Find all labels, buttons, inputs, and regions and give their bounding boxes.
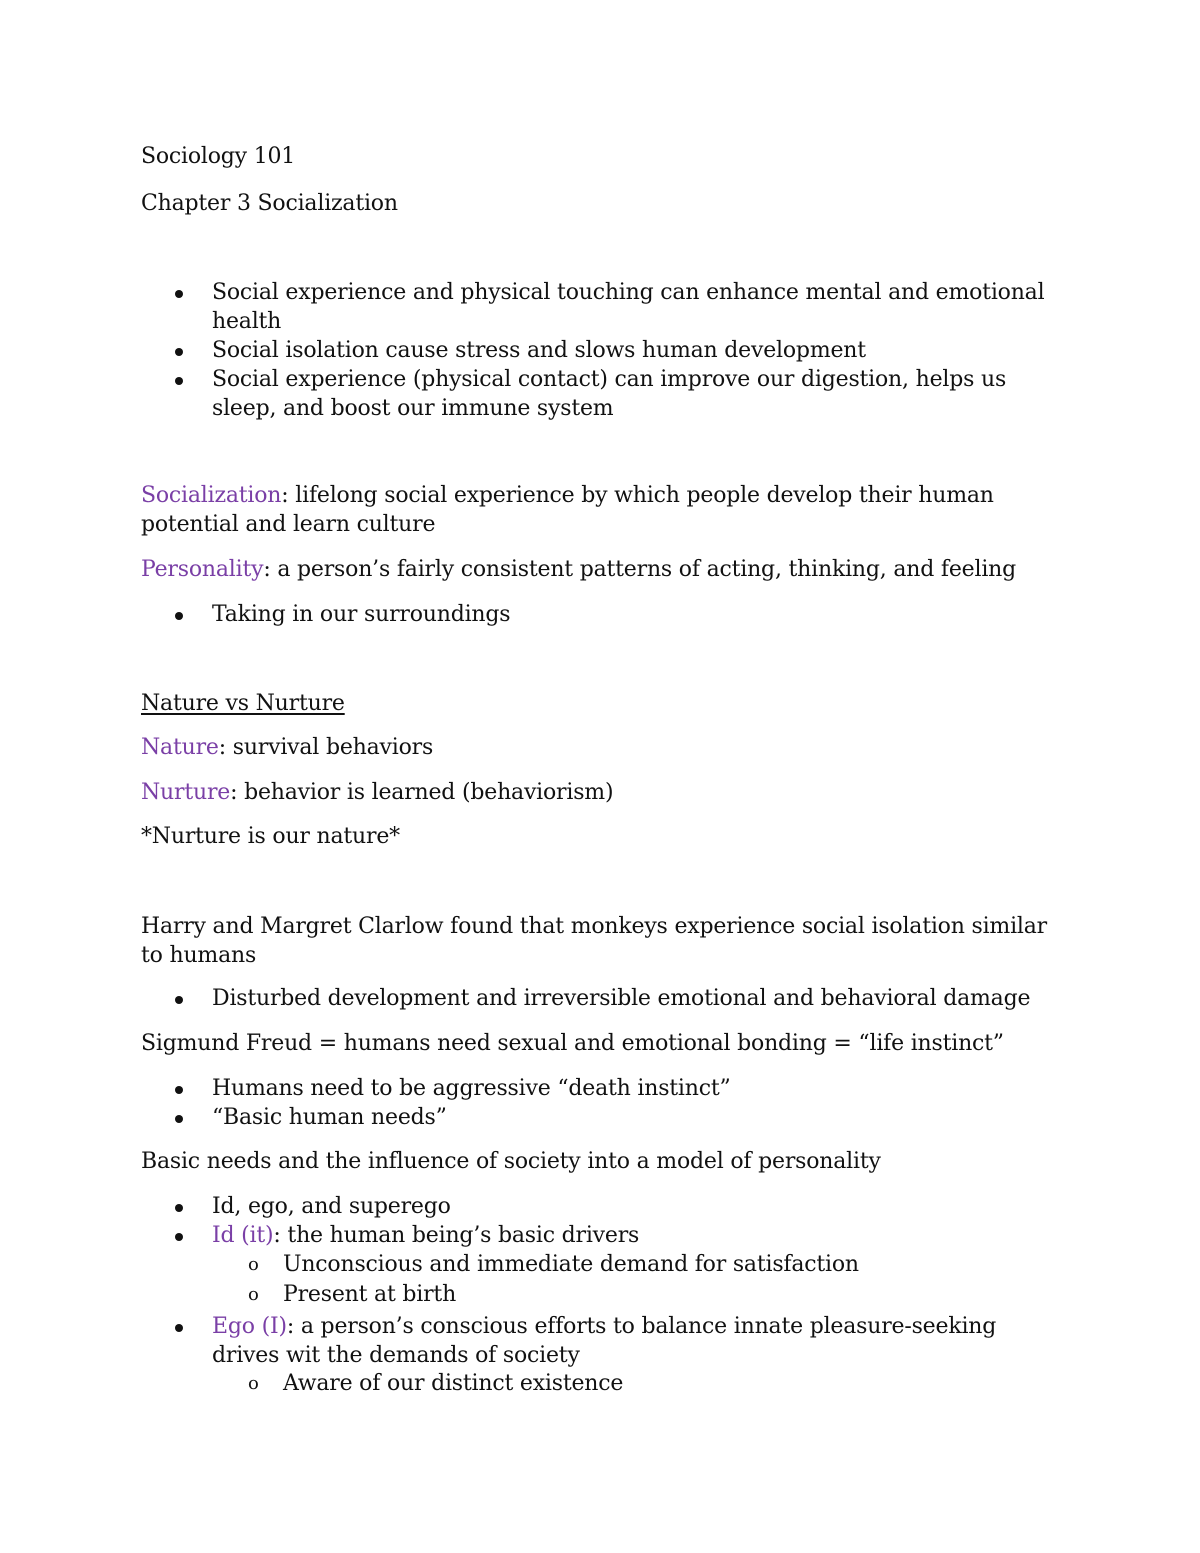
list-item: Social isolation cause stress and slows human development <box>212 338 866 363</box>
bullet-icon <box>174 1115 184 1125</box>
nature-term: Nature <box>141 735 219 760</box>
nurture-definition: Nurture: behavior is learned (behaviorism) <box>141 780 614 805</box>
bullet-icon <box>174 348 184 358</box>
list-item: Taking in our surroundings <box>212 602 511 627</box>
bullet-icon <box>174 612 184 622</box>
bullet-icon <box>174 1324 184 1334</box>
list-item: Disturbed development and irreversible emotional and behavioral damage <box>212 986 1031 1011</box>
bullet-icon <box>174 996 184 1006</box>
sub-list-item: Present at birth <box>283 1282 457 1307</box>
harlow-paragraph: Harry and Margret Clarlow found that monkeys experience social isolation similar to humans <box>141 914 1047 968</box>
sub-bullet-icon: o <box>248 1254 259 1275</box>
list-item: Id, ego, and superego <box>212 1194 451 1219</box>
bullet-icon <box>174 377 184 387</box>
bullet-icon <box>174 290 184 300</box>
ego-term: Ego (I) <box>212 1314 287 1339</box>
section-heading: Nature vs Nurture <box>141 691 345 716</box>
note-text: *Nurture is our nature* <box>141 824 400 849</box>
list-item: “Basic human needs” <box>212 1105 447 1130</box>
personality-term: Personality <box>141 557 264 582</box>
sub-bullet-icon: o <box>248 1373 259 1394</box>
model-paragraph: Basic needs and the influence of society into a model of personality <box>141 1149 881 1174</box>
list-item: Humans need to be aggressive “death instinct” <box>212 1076 731 1101</box>
sub-list-item: Aware of our distinct existence <box>283 1371 624 1396</box>
ego-item: Ego (I): a person’s conscious efforts to balance innate pleasure-seeking drives wit the demands of society <box>212 1314 997 1368</box>
nurture-term: Nurture <box>141 780 231 805</box>
nature-definition: Nature: survival behaviors <box>141 735 434 760</box>
freud-paragraph: Sigmund Freud = humans need sexual and emotional bonding = “life instinct” <box>141 1031 1004 1056</box>
id-term: Id (it) <box>212 1223 274 1248</box>
list-item: Social experience and physical touching can enhance mental and emotional health <box>212 280 1045 334</box>
socialization-term: Socialization <box>141 483 282 508</box>
sub-list-item: Unconscious and immediate demand for satisfaction <box>283 1252 859 1277</box>
id-item: Id (it): the human being’s basic drivers <box>212 1223 640 1248</box>
chapter-title: Chapter 3 Socialization <box>141 191 398 216</box>
list-item: Social experience (physical contact) can improve our digestion, helps us sleep, and boost our immune system <box>212 367 1007 421</box>
bullet-icon <box>174 1086 184 1096</box>
personality-definition: Personality: a person’s fairly consistent patterns of acting, thinking, and feeling <box>141 557 1017 582</box>
socialization-definition: Socialization: lifelong social experience by which people develop their human potential and learn culture <box>141 483 994 537</box>
sub-bullet-icon: o <box>248 1284 259 1305</box>
bullet-icon <box>174 1233 184 1243</box>
bullet-icon <box>174 1204 184 1214</box>
course-title: Sociology 101 <box>141 144 296 169</box>
